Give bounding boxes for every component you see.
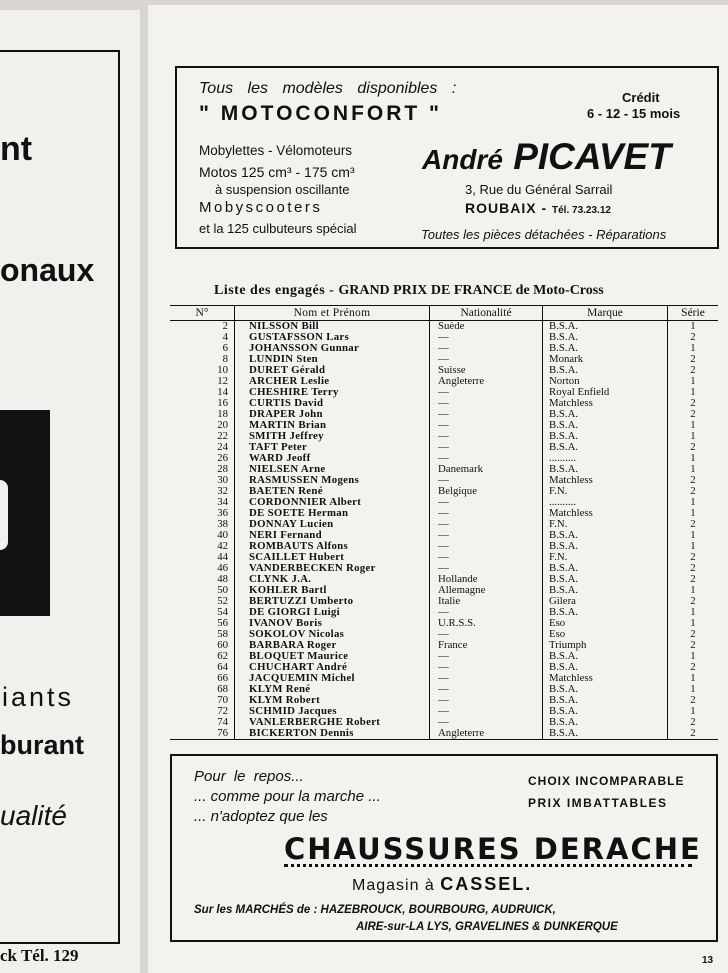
row-name: DURET Gérald	[235, 365, 430, 376]
row-serie: 2	[668, 519, 719, 530]
row-make: B.S.A.	[543, 343, 668, 354]
ad2-markets-line-1: Sur les MARCHÉS de : HAZEBROUCK, BOURBOURG, AUDRUICK,	[194, 904, 556, 916]
row-nationality: —	[430, 497, 543, 508]
entries-header-row	[170, 306, 718, 321]
row-serie: 2	[668, 552, 719, 563]
row-make: Norton	[543, 376, 668, 387]
ad2-choix: CHOIX INCOMPARABLE	[528, 774, 685, 788]
row-serie: 1	[668, 673, 719, 684]
row-serie: 2	[668, 728, 719, 740]
row-make: B.S.A.	[543, 574, 668, 585]
row-make: ..........	[543, 497, 668, 508]
ad2-magasin-lead: Magasin à	[352, 877, 435, 894]
row-nationality: —	[430, 332, 543, 343]
row-make: Triumph	[543, 640, 668, 651]
ad2-markets-line-2: AIRE-sur-LA LYS, GRAVELINES & DUNKERQUE	[356, 921, 618, 933]
row-serie: 2	[668, 486, 719, 497]
row-nationality: —	[430, 607, 543, 618]
ad2-prix: PRIX IMBATTABLES	[528, 796, 668, 810]
row-make: Matchless	[543, 398, 668, 409]
picavet-advertisement	[175, 66, 719, 249]
row-name: NERI Fernand	[235, 530, 430, 541]
row-make: Eso	[543, 618, 668, 629]
row-serie: 1	[668, 387, 719, 398]
row-name: VANDERBECKEN Roger	[235, 563, 430, 574]
row-serie: 2	[668, 409, 719, 420]
row-nationality: —	[430, 695, 543, 706]
row-number: 76	[170, 728, 235, 740]
row-number: 68	[217, 682, 228, 695]
row-number: 48	[217, 572, 228, 585]
row-name: CHESHIRE Terry	[235, 387, 430, 398]
row-nationality: —	[430, 519, 543, 530]
row-name: MARTIN Brian	[235, 420, 430, 431]
row-name: KLYM Robert	[235, 695, 430, 706]
row-serie: 1	[668, 607, 719, 618]
row-make: Monark	[543, 354, 668, 365]
row-number: 34	[217, 495, 228, 508]
row-nationality: U.R.S.S.	[430, 618, 543, 629]
row-make: ..........	[543, 453, 668, 464]
row-make: B.S.A.	[543, 431, 668, 442]
row-number: 6	[222, 341, 228, 354]
row-nationality: —	[430, 409, 543, 420]
row-serie: 2	[668, 596, 719, 607]
row-number: 54	[217, 605, 228, 618]
row-nationality: Italie	[430, 596, 543, 607]
row-name: BARBARA Roger	[235, 640, 430, 651]
row-make: Matchless	[543, 673, 668, 684]
row-number: 2	[222, 319, 228, 332]
entries-list-title	[214, 283, 604, 299]
row-make: Matchless	[543, 475, 668, 486]
row-make: B.S.A.	[543, 442, 668, 453]
row-make: F.N.	[543, 552, 668, 563]
row-serie: 2	[668, 398, 719, 409]
row-serie: 1	[668, 684, 719, 695]
row-nationality: France	[430, 640, 543, 651]
ad-address: 3, Rue du Général Sarrail	[465, 182, 613, 197]
row-name: KOHLER Bartl	[235, 585, 430, 596]
row-nationality: —	[430, 442, 543, 453]
ad-city-name: ROUBAIX -	[465, 200, 548, 216]
row-serie: 1	[668, 431, 719, 442]
row-make: B.S.A.	[543, 320, 668, 332]
derache-advertisement	[170, 754, 718, 942]
row-number: 22	[217, 429, 228, 442]
row-serie: 2	[668, 695, 719, 706]
row-name: BAETEN René	[235, 486, 430, 497]
left-fragment-text-5: ualité	[0, 800, 67, 831]
row-number: 36	[217, 506, 228, 519]
row-name: WARD Jeoff	[235, 453, 430, 464]
row-number: 10	[217, 363, 228, 376]
row-serie: 2	[668, 442, 719, 453]
row-make: F.N.	[543, 519, 668, 530]
row-nationality: —	[430, 453, 543, 464]
row-number: 62	[217, 649, 228, 662]
row-number: 46	[217, 561, 228, 574]
row-name: VANLERBERGHE Robert	[235, 717, 430, 728]
ad-credit-terms: 6 - 12 - 15 mois	[587, 106, 681, 121]
row-make: B.S.A.	[543, 420, 668, 431]
row-make: B.S.A.	[543, 563, 668, 574]
row-serie: 1	[668, 706, 719, 717]
ad2-phrase-1: Pour le repos...	[194, 768, 304, 785]
ad2-magasin-city: CASSEL.	[440, 874, 533, 894]
row-name: NIELSEN Arne	[235, 464, 430, 475]
ad-line-culbuteurs: et la 125 culbuteurs spécial	[199, 221, 357, 236]
row-name: BICKERTON Dennis	[235, 728, 430, 740]
ad-dealer-last-name: PICAVET	[513, 136, 671, 177]
row-serie: 1	[668, 585, 719, 596]
row-nationality: —	[430, 387, 543, 398]
ad-line-motos: Motos 125 cm³ - 175 cm³	[199, 164, 355, 180]
row-serie: 2	[668, 574, 719, 585]
row-serie: 2	[668, 717, 719, 728]
row-number: 50	[217, 583, 228, 596]
row-make: B.S.A.	[543, 464, 668, 475]
row-serie: 1	[668, 376, 719, 387]
row-name: CORDONNIER Albert	[235, 497, 430, 508]
ad2-store-name: CHAUSSURES DERACHE	[284, 832, 702, 866]
header-make: Marque	[543, 306, 668, 321]
left-fragment-text-1: nt	[0, 130, 33, 168]
row-number: 56	[217, 616, 228, 629]
row-serie: 1	[668, 618, 719, 629]
row-make: B.S.A.	[543, 332, 668, 343]
ad-credit-label: Crédit	[622, 90, 660, 105]
row-nationality: Suisse	[430, 365, 543, 376]
row-serie: 2	[668, 563, 719, 574]
row-make: B.S.A.	[543, 365, 668, 376]
row-name: NILSSON Bill	[235, 320, 430, 332]
row-number: 26	[217, 451, 228, 464]
row-nationality: —	[430, 651, 543, 662]
row-nationality: —	[430, 420, 543, 431]
row-name: GUSTAFSSON Lars	[235, 332, 430, 343]
row-name: CURTIS David	[235, 398, 430, 409]
ad2-phrase-3: ... n'adoptez que les	[194, 808, 328, 825]
row-name: ROMBAUTS Alfons	[235, 541, 430, 552]
row-number: 8	[222, 352, 228, 365]
row-name: TAFT Peter	[235, 442, 430, 453]
ad-dealer-name	[422, 136, 671, 178]
row-number: 60	[217, 638, 228, 651]
row-nationality: —	[430, 662, 543, 673]
row-nationality: Suède	[430, 320, 543, 332]
ad-line-mobylettes: Mobylettes - Vélomoteurs	[199, 143, 353, 158]
ad-city	[465, 200, 611, 216]
row-name: KLYM René	[235, 684, 430, 695]
row-nationality: —	[430, 706, 543, 717]
row-serie: 1	[668, 464, 719, 475]
row-make: B.S.A.	[543, 662, 668, 673]
row-nationality: —	[430, 398, 543, 409]
row-name: DE SOETE Herman	[235, 508, 430, 519]
ad-brand-motoconfort: " MOTOCONFORT "	[199, 102, 443, 125]
left-fragment-text-4: burant	[0, 730, 84, 760]
row-number: 18	[217, 407, 228, 420]
ad2-magasin	[352, 874, 532, 895]
row-name: DE GIORGI Luigi	[235, 607, 430, 618]
row-number: 14	[217, 385, 228, 398]
row-nationality: —	[430, 508, 543, 519]
row-number: 20	[217, 418, 228, 431]
row-number: 12	[217, 374, 228, 387]
row-make: B.S.A.	[543, 607, 668, 618]
row-nationality: Belgique	[430, 486, 543, 497]
row-name: LUNDIN Sten	[235, 354, 430, 365]
entries-body	[170, 320, 718, 739]
row-make: Eso	[543, 629, 668, 640]
row-nationality: Angleterre	[430, 728, 543, 740]
row-make: B.S.A.	[543, 409, 668, 420]
row-make: F.N.	[543, 486, 668, 497]
row-serie: 1	[668, 343, 719, 354]
row-number: 42	[217, 539, 228, 552]
row-serie: 2	[668, 629, 719, 640]
row-number: 32	[217, 484, 228, 497]
row-serie: 1	[668, 651, 719, 662]
row-serie: 1	[668, 508, 719, 519]
ad2-dotted-rule	[284, 864, 692, 871]
row-number: 16	[217, 396, 228, 409]
ad-line-suspension: à suspension oscillante	[215, 182, 350, 197]
row-name: SOKOLOV Nicolas	[235, 629, 430, 640]
row-number: 74	[217, 715, 228, 728]
row-number: 58	[217, 627, 228, 640]
row-make: B.S.A.	[543, 728, 668, 740]
row-nationality: —	[430, 629, 543, 640]
row-name: SCHMID Jacques	[235, 706, 430, 717]
row-nationality: Hollande	[430, 574, 543, 585]
row-number: 64	[217, 660, 228, 673]
row-number: 30	[217, 473, 228, 486]
row-nationality: Danemark	[430, 464, 543, 475]
row-number: 70	[217, 693, 228, 706]
ad2-phrase-2: ... comme pour la marche ...	[194, 788, 381, 805]
row-name: JOHANSSON Gunnar	[235, 343, 430, 354]
row-make: B.S.A.	[543, 717, 668, 728]
row-name: BERTUZZI Umberto	[235, 596, 430, 607]
header-nationality: Nationalité	[430, 306, 543, 321]
row-make: B.S.A.	[543, 706, 668, 717]
ad-parts-repairs: Toutes les pièces détachées - Réparations	[421, 227, 667, 242]
row-number: 52	[217, 594, 228, 607]
row-name: BLOQUET Maurice	[235, 651, 430, 662]
row-nationality: —	[430, 354, 543, 365]
row-name: SMITH Jeffrey	[235, 431, 430, 442]
row-nationality: —	[430, 673, 543, 684]
row-nationality: —	[430, 530, 543, 541]
row-make: B.S.A.	[543, 695, 668, 706]
left-logo-notch	[0, 480, 8, 550]
row-number: 66	[217, 671, 228, 684]
row-make: B.S.A.	[543, 684, 668, 695]
row-name: DRAPER John	[235, 409, 430, 420]
row-make: Royal Enfield	[543, 387, 668, 398]
row-serie: 2	[668, 475, 719, 486]
row-serie: 2	[668, 354, 719, 365]
row-number: 24	[217, 440, 228, 453]
row-serie: 1	[668, 530, 719, 541]
row-nationality: Angleterre	[430, 376, 543, 387]
header-name: Nom et Prénom	[235, 306, 430, 321]
row-number: 38	[217, 517, 228, 530]
row-make: B.S.A.	[543, 541, 668, 552]
row-nationality: Allemagne	[430, 585, 543, 596]
row-number: 4	[222, 330, 228, 343]
ad-tagline: Tous les modèles disponibles :	[199, 80, 457, 97]
entries-title-lead: Liste des engagés -	[214, 283, 339, 298]
row-number: 40	[217, 528, 228, 541]
row-name: CHUCHART André	[235, 662, 430, 673]
row-name: SCAILLET Hubert	[235, 552, 430, 563]
row-make: B.S.A.	[543, 585, 668, 596]
row-name: DONNAY Lucien	[235, 519, 430, 530]
row-nationality: —	[430, 717, 543, 728]
row-make: B.S.A.	[543, 530, 668, 541]
row-serie: 1	[668, 420, 719, 431]
row-number: 28	[217, 462, 228, 475]
row-serie: 2	[668, 662, 719, 673]
row-number: 44	[217, 550, 228, 563]
row-serie: 1	[668, 497, 719, 508]
row-serie: 1	[668, 320, 719, 332]
row-name: CLYNK J.A.	[235, 574, 430, 585]
row-nationality: —	[430, 541, 543, 552]
row-name: RASMUSSEN Mogens	[235, 475, 430, 486]
row-nationality: —	[430, 563, 543, 574]
row-serie: 1	[668, 541, 719, 552]
row-nationality: —	[430, 475, 543, 486]
row-name: ARCHER Leslie	[235, 376, 430, 387]
ad-telephone: Tél. 73.23.12	[552, 205, 611, 216]
row-serie: 2	[668, 332, 719, 343]
table-row	[170, 728, 718, 740]
row-serie: 2	[668, 640, 719, 651]
entries-title-main: GRAND PRIX DE FRANCE de Moto-Cross	[338, 283, 604, 298]
header-serie: Série	[668, 306, 719, 321]
header-number: N°	[170, 306, 235, 321]
row-name: IVANOV Boris	[235, 618, 430, 629]
row-make: B.S.A.	[543, 651, 668, 662]
row-serie: 2	[668, 365, 719, 376]
row-nationality: —	[430, 343, 543, 354]
row-number: 72	[217, 704, 228, 717]
row-serie: 1	[668, 453, 719, 464]
left-bottom-phone: ck Tél. 129	[0, 946, 79, 965]
row-make: Gilera	[543, 596, 668, 607]
left-page-fragment	[0, 10, 140, 973]
ad-dealer-first-name: André	[422, 144, 503, 175]
row-name: JACQUEMIN Michel	[235, 673, 430, 684]
row-make: Matchless	[543, 508, 668, 519]
row-nationality: —	[430, 431, 543, 442]
page-number: 13	[702, 955, 714, 966]
row-nationality: —	[430, 684, 543, 695]
left-fragment-text-3: iants	[2, 682, 75, 712]
ad-line-mobyscooters: Mobyscooters	[199, 199, 323, 216]
left-fragment-text-2: onaux	[0, 252, 95, 288]
entries-table	[170, 305, 718, 740]
row-nationality: —	[430, 552, 543, 563]
